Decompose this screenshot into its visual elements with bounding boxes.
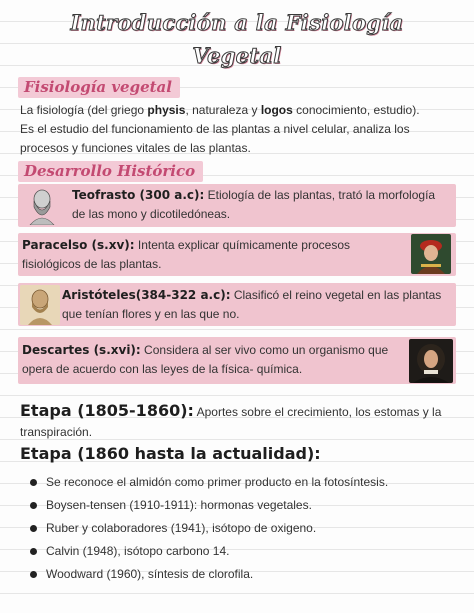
fisiologia-paragraph [20,101,458,158]
list-item [30,494,388,517]
entry-aristoteles-line-2: que tenían flores y en las que no. [62,307,240,321]
entry-paracelso-line-1 [22,236,406,255]
paracelso-portrait-icon [411,234,451,274]
entry-paracelso [22,236,406,274]
section-heading-fisiologia: Fisiología vegetal [18,77,180,98]
bullet-icon [30,525,37,532]
entry-name: Teofrasto (300 a.c): [72,188,205,202]
etapa-1805-heading [20,401,441,420]
etapa-1860-bullet-list [30,471,388,586]
text-span: , naturaleza y [185,103,261,117]
bullet-icon [30,571,37,578]
bullet-icon [30,548,37,555]
etapa-1805-text: Aportes sobre el crecimiento, los estomas y la [193,405,442,419]
list-item-text: Ruber y colaboradores (1941), isótopo de oxigeno. [46,521,317,535]
list-item-text: Calvin (1948), isótopo carbono 14. [46,544,230,558]
etapa-1805-title: Etapa (1805-1860): [20,401,194,420]
entry-aristoteles-line-1 [62,286,456,305]
entry-descartes [22,341,406,379]
entry-paracelso-line-2: fisiológicos de las plantas. [22,257,162,271]
list-item [30,471,388,494]
aristoteles-portrait-icon [20,285,60,325]
fisiologia-line-2: Es el estudio del funcionamiento de las plantas a nivel celular, analiza los [20,122,410,136]
entry-descartes-line-2: opera de acuerdo con las leyes de la física- química. [22,362,303,376]
entry-name: Descartes (s.xvi): [22,343,141,357]
etapa-1805-text-line-2: transpiración. [20,425,93,439]
entry-teofrasto-line-1 [72,186,456,205]
entry-text: Considera al ser vivo como un organismo que [140,343,389,357]
fisiologia-line-1 [20,101,458,120]
entry-text: Intenta explicar químicamente procesos [134,238,350,252]
fisiologia-line-3: procesos y funciones vitales de las plantas. [20,141,251,155]
bullet-icon [30,502,37,509]
entry-teofrasto [72,186,456,224]
list-item-text: Boysen-tensen (1910-1911): hormonas vegetales. [46,498,312,512]
teofrasto-portrait-icon [22,185,62,225]
etapa-1860-heading: Etapa (1860 hasta la actualidad): [20,444,321,463]
page-title-line-2: Vegetal [192,43,282,68]
list-item [30,517,388,540]
term-physis: physis [147,103,186,117]
entry-teofrasto-line-2: de las mono y dicotiledóneas. [72,207,231,221]
entry-name: Aristóteles(384-322 a.c): [62,288,231,302]
section-heading-desarrollo: Desarrollo Histórico [18,161,203,182]
page-title-line-1: Introducción a la Fisiología [70,10,404,35]
text-span: La fisiología (del griego [20,103,148,117]
entry-text: Clasificó el reino vegetal en las plantas [230,288,442,302]
entry-descartes-line-1 [22,341,406,360]
entry-aristoteles [62,286,456,324]
entry-name: Paracelso (s.xv): [22,238,135,252]
list-item [30,540,388,563]
list-item-text: Woodward (1960), síntesis de clorofila. [46,567,254,581]
entry-text: Etiología de las plantas, trató la morfología [204,188,436,202]
descartes-portrait-icon [409,339,453,383]
term-logos: logos [260,103,293,117]
list-item-text: Se reconoce el almidón como primer producto en la fotosíntesis. [46,475,389,489]
bullet-icon [30,479,37,486]
text-span: conocimiento, estudio). [292,103,420,117]
list-item [30,563,388,586]
